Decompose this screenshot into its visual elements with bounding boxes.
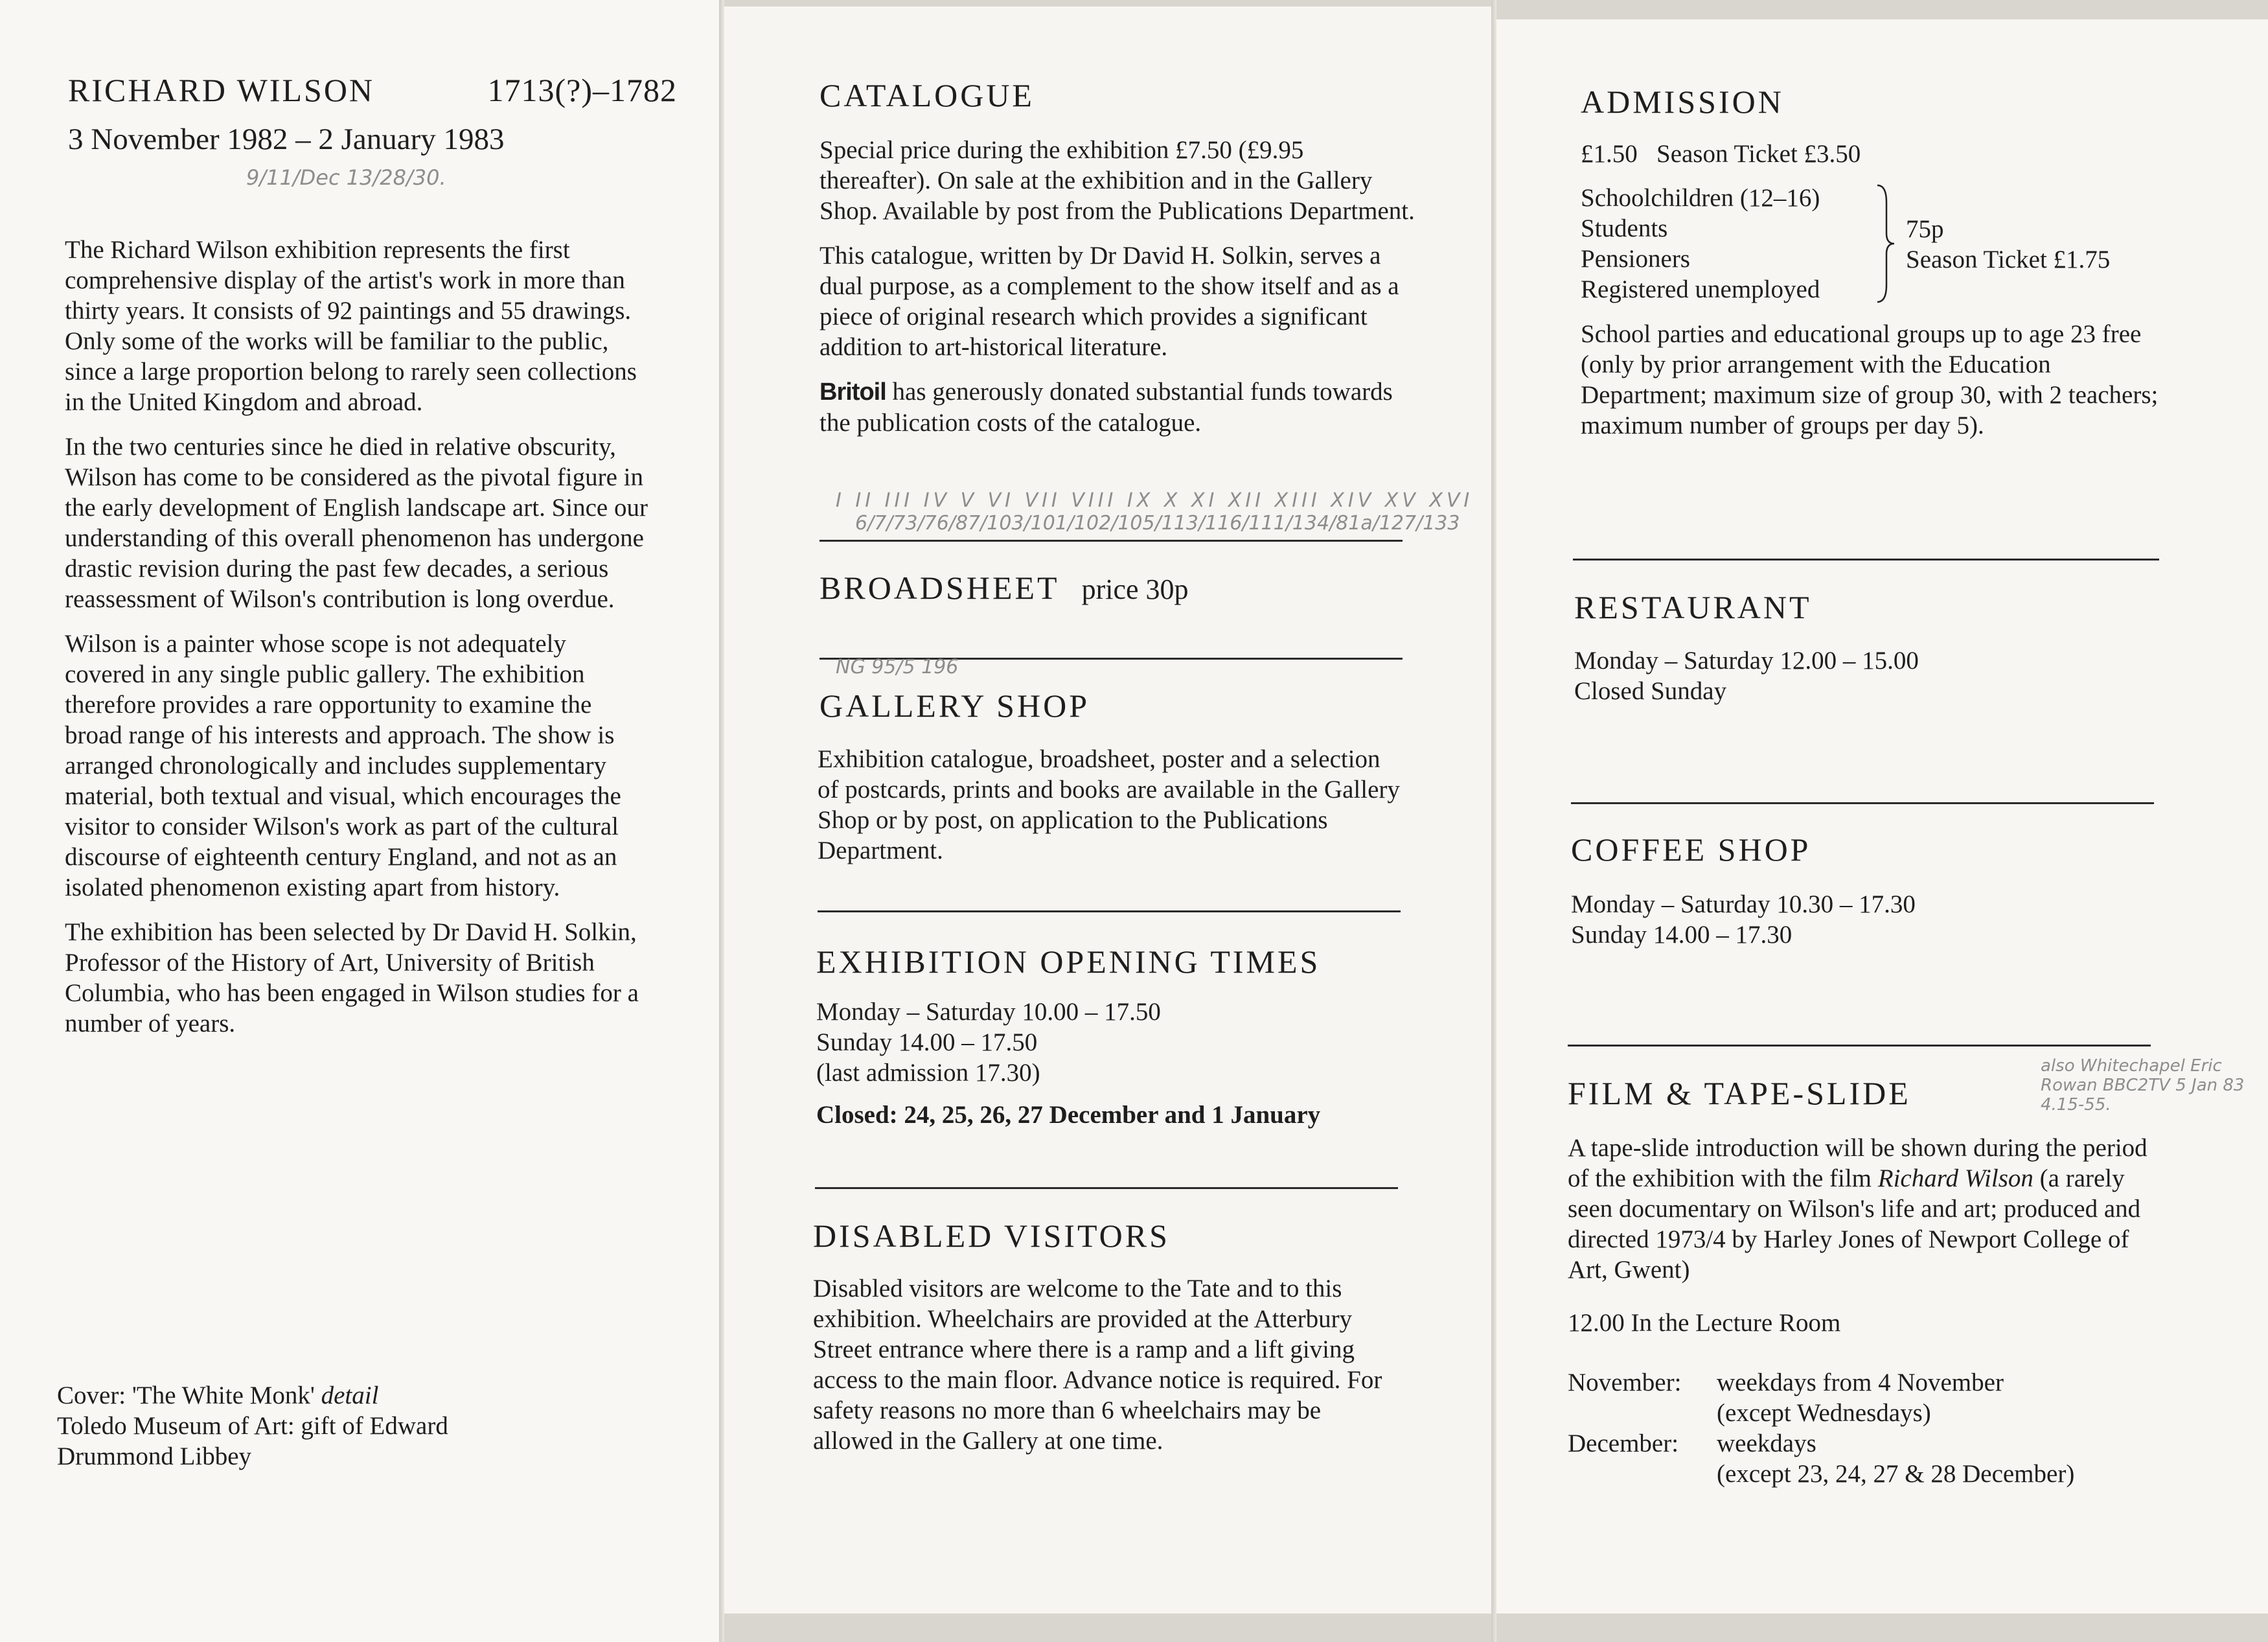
film-title: Richard Wilson bbox=[1877, 1164, 2033, 1192]
school-parties-text: School parties and educational groups up to age 23 free (only by prior arrangement with the Education Department; maximum size of group 30, with 2 teachers; maximum number of groups per day 5). bbox=[1581, 320, 2159, 439]
pencil-roman-numerals: I II III IV V VI VII VIII IX X XI XII XIII XIV XV XVI bbox=[836, 489, 1474, 512]
november-note: (except Wednesdays) bbox=[1717, 1399, 1931, 1427]
pencil-broadsheet-note: NG 95/5 196 bbox=[836, 656, 959, 678]
cover-line-3: Drummond Libbey bbox=[57, 1442, 252, 1470]
concession-season-ticket: Season Ticket £1.75 bbox=[1906, 246, 2111, 273]
restaurant-weekdays: Monday – Saturday 12.00 – 15.00 bbox=[1574, 647, 1919, 675]
intro-text bbox=[65, 235, 648, 1053]
britoil-logo: Britoil bbox=[819, 378, 886, 406]
coffee-sunday: Sunday 14.00 – 17.30 bbox=[1571, 921, 1793, 949]
artist-years: 1713(?)–1782 bbox=[487, 72, 677, 108]
concession-schoolchildren: Schoolchildren (12–16) bbox=[1581, 184, 1820, 212]
admission-price: £1.50 Season Ticket £3.50 bbox=[1581, 140, 1861, 168]
pencil-catalogue-numbers: 6/7/73/76/87/103/101/102/105/113/116/111/134/81a/127/133 bbox=[855, 512, 1460, 535]
lecture-room: 12.00 In the Lecture Room bbox=[1568, 1309, 1841, 1337]
disabled-visitors-text: Disabled visitors are welcome to the Tate and to this exhibition. Wheelchairs are provided at the Atterbury Street entrance where there is a ramp and a lift giving access to the main floor. Advance notice is required. For safety reasons no more than 6 wheelchairs may be allowed in the Gallery at one time. bbox=[813, 1275, 1382, 1455]
sponsor-sentence: has generously donated substantial funds towards the publication costs of the catalogue. bbox=[819, 378, 1393, 437]
concession-pensioners: Pensioners bbox=[1581, 245, 1690, 273]
restaurant-sunday: Closed Sunday bbox=[1574, 677, 1727, 705]
concession-unemployed: Registered unemployed bbox=[1581, 275, 1820, 303]
divider bbox=[1571, 802, 2154, 804]
last-admission: (last admission 17.30) bbox=[816, 1059, 1040, 1087]
divider bbox=[1568, 1045, 2151, 1046]
coffee-weekdays: Monday – Saturday 10.30 – 17.30 bbox=[1571, 890, 1916, 918]
cover-line-2: Toledo Museum of Art: gift of Edward bbox=[57, 1412, 448, 1440]
exhibition-header bbox=[68, 71, 677, 157]
disabled-visitors-heading: DISABLED VISITORS bbox=[813, 1218, 1170, 1254]
december-label: December: bbox=[1568, 1429, 1679, 1457]
opening-sunday: Sunday 14.00 – 17.50 bbox=[816, 1028, 1038, 1056]
intro-paragraph-3: Wilson is a painter whose scope is not adequately covered in any single public gallery. The exhibition therefore provides a rare opportunity to examine the broad range of his interests and approach. The show is arranged chronologically and includes supplementary material, both textual and visual, which encourages the visitor to consider Wilson's work as part of the cultural discourse of eighteenth century England, and not as an isolated phenomenon existing apart from history. bbox=[65, 630, 621, 901]
restaurant-hours bbox=[1574, 645, 1919, 706]
fold-line-left bbox=[719, 0, 724, 1642]
opening-times-heading: EXHIBITION OPENING TIMES bbox=[816, 943, 1321, 980]
cover-detail: detail bbox=[321, 1382, 379, 1409]
intro-paragraph-2: In the two centuries since he died in relative obscurity, Wilson has come to be considered as the pivotal figure in the early development of English landscape art. Since our understanding of this overall phenomenon has undergone drastic revision during the past few decades, a serious reassessment of Wilson's contribution is long overdue. bbox=[65, 433, 648, 613]
catalogue-heading: CATALOGUE bbox=[819, 77, 1035, 113]
divider bbox=[819, 540, 1403, 542]
opening-weekdays: Monday – Saturday 10.00 – 17.50 bbox=[816, 998, 1161, 1026]
screening-schedule bbox=[1568, 1367, 2183, 1489]
broadsheet-heading-row bbox=[819, 569, 1189, 607]
intro-paragraph-1: The Richard Wilson exhibition represents the first comprehensive display of the artist's work in more than thirty years. It consists of 92 paintings and 55 drawings. Only some of the works will be familiar to the public, since a large proportion belong to rarely seen collections in the United Kingdom and abroad. bbox=[65, 236, 637, 416]
broadsheet-heading: BROADSHEET bbox=[819, 570, 1060, 606]
fold-line-right bbox=[1491, 0, 1496, 1642]
concession-students: Students bbox=[1581, 214, 1668, 242]
pencil-dates-note: 9/11/Dec 13/28/30. bbox=[246, 165, 446, 190]
pencil-film-note: also Whitechapel Eric Rowan BBC2TV 5 Jan 83 4.15-55. bbox=[2041, 1056, 2245, 1115]
film-text-intro: A tape-slide introduction will be shown during the period of the exhibition with the film bbox=[1568, 1134, 2148, 1192]
concession-price: 75p bbox=[1906, 215, 1944, 243]
admission-heading: ADMISSION bbox=[1581, 84, 1784, 120]
november-label: November: bbox=[1568, 1369, 1682, 1396]
divider bbox=[1573, 559, 2159, 561]
film-heading: FILM & TAPE-SLIDE bbox=[1568, 1075, 1911, 1111]
november-text: weekdays from 4 November bbox=[1717, 1369, 2004, 1396]
exhibition-title: RICHARD WILSON bbox=[68, 72, 375, 108]
opening-times-list bbox=[816, 997, 1399, 1130]
gallery-shop-text: Exhibition catalogue, broadsheet, poster and a selection of postcards, prints and books are available in the Gallery Shop or by post, on application to the Publications Department. bbox=[818, 745, 1400, 864]
cover-label: Cover: 'The White Monk' bbox=[57, 1382, 315, 1409]
broadsheet-price: price 30p bbox=[1081, 573, 1189, 605]
divider bbox=[815, 1187, 1398, 1189]
restaurant-heading: RESTAURANT bbox=[1574, 589, 1812, 625]
gallery-shop-heading: GALLERY SHOP bbox=[819, 688, 1090, 724]
coffee-shop-hours bbox=[1571, 889, 1916, 950]
film-text-details: (a rarely seen documentary on Wilson's life and art; produced and directed 1973/4 by Harley Jones of Newport College of Art, Gwent) bbox=[1568, 1164, 2141, 1284]
sponsor-text bbox=[819, 376, 1415, 438]
brace-icon bbox=[1872, 183, 1898, 305]
catalogue-description: This catalogue, written by Dr David H. Solkin, serves a dual purpose, as a complement to the show itself and as a piece of original research which provides a significant addition to art-historical literature. bbox=[819, 242, 1399, 361]
coffee-shop-heading: COFFEE SHOP bbox=[1571, 831, 1811, 868]
december-text: weekdays bbox=[1717, 1429, 1816, 1457]
concessions bbox=[1581, 183, 2203, 441]
catalogue-price-text: Special price during the exhibition £7.50 (£9.95 thereafter). On sale at the exhibition and in the Gallery Shop. Available by post from the Publications Department. bbox=[819, 136, 1415, 225]
exhibition-dates: 3 November 1982 – 2 January 1983 bbox=[68, 122, 505, 156]
catalogue-section bbox=[819, 135, 1415, 452]
closed-dates: Closed: 24, 25, 26, 27 December and 1 January bbox=[816, 1101, 1321, 1129]
intro-paragraph-4: The exhibition has been selected by Dr David H. Solkin, Professor of the History of Art, University of British Columbia, who has been engaged in Wilson studies for a number of years. bbox=[65, 918, 639, 1037]
film-text bbox=[1568, 1133, 2151, 1285]
cover-credit bbox=[57, 1380, 653, 1472]
december-note: (except 23, 24, 27 & 28 December) bbox=[1717, 1460, 2075, 1488]
divider bbox=[818, 910, 1401, 912]
